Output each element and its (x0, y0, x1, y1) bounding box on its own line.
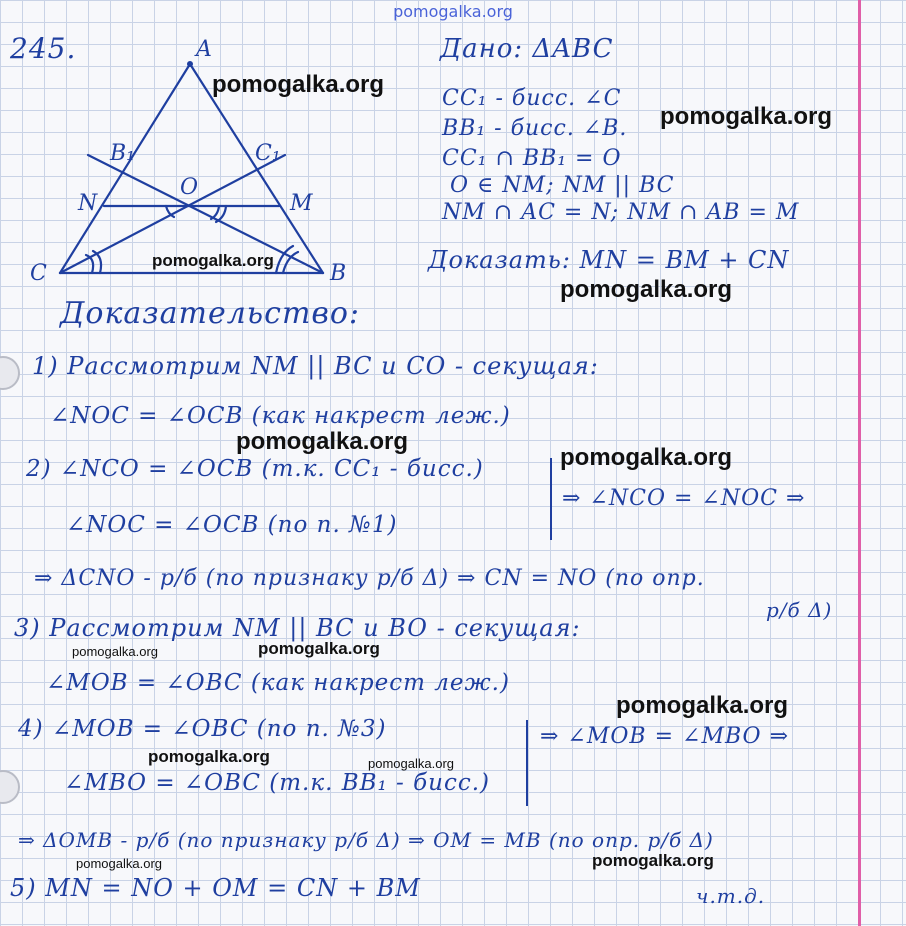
proof-step: 1) Рассмотрим NM || BC и CO - секущая: (32, 352, 599, 380)
proof-step: ⇒ ΔOMB - р/б (по признаку р/б Δ) ⇒ OM = MB (по опр. р/б Δ) (18, 828, 714, 852)
given-line: NM ∩ AC = N; NM ∩ AB = M (442, 200, 800, 225)
given-line: CC₁ ∩ BB₁ = O (442, 146, 622, 171)
proof-step: ⇒ ∠MOB = ∠MBO ⇒ (540, 724, 790, 749)
watermark: pomogalka.org (560, 276, 733, 303)
proof-step: ∠NOC = ∠OCB (как накрест леж.) (50, 403, 511, 429)
proof-step: р/б Δ) (766, 598, 833, 622)
proof-title: Доказательство: (60, 296, 361, 331)
watermark: pomogalka.org (236, 428, 409, 455)
brace-line (526, 720, 528, 806)
label-b: B (330, 261, 347, 286)
point-a (187, 61, 193, 67)
proof-step: ⇒ ∠NCO = ∠NOC ⇒ (562, 486, 806, 511)
problem-number: 245. (10, 32, 77, 65)
given-line: CC₁ - бисс. ∠C (442, 86, 622, 111)
label-n: N (78, 191, 98, 216)
given-line: O ∈ NM; NM || BC (450, 173, 675, 198)
proof-step: 3) Рассмотрим NM || BC и BO - секущая: (14, 614, 581, 642)
given-line: BB₁ - бисс. ∠B. (442, 116, 628, 141)
watermark: pomogalka.org (560, 444, 733, 471)
label-a: A (196, 37, 212, 62)
watermark: pomogalka.org (616, 692, 789, 719)
label-b1: B₁ (110, 141, 135, 166)
proof-step: 4) ∠MOB = ∠OBC (по п. №3) (18, 716, 387, 742)
binder-hole (0, 356, 20, 390)
proof-step: ∠MBO = ∠OBC (т.к. BB₁ - бисс.) (64, 770, 491, 796)
proof-step: 2) ∠NCO = ∠OCB (т.к. CC₁ - бисс.) (26, 456, 484, 482)
angle-mark-o (211, 206, 219, 219)
watermark: pomogalka.org (212, 71, 385, 98)
watermark: pomogalka.org (258, 639, 380, 658)
proof-step: 5) MN = NO + OM = CN + BM (10, 874, 421, 902)
brace-line (550, 458, 552, 540)
site-header: pomogalka.org (393, 2, 513, 21)
proof-step: ⇒ ΔCNO - р/б (по признаку р/б Δ) ⇒ CN = NO (по опр. (34, 566, 705, 591)
watermark: pomogalka.org (660, 103, 833, 130)
proof-step: ∠NOC = ∠OCB (по п. №1) (66, 512, 398, 538)
watermark: pomogalka.org (368, 756, 454, 771)
label-o: O (180, 175, 199, 200)
binder-hole (0, 770, 20, 804)
watermark: pomogalka.org (148, 747, 270, 766)
given-title: Дано: ΔABC (440, 34, 614, 64)
label-c: C (30, 261, 47, 286)
side-ac (60, 64, 190, 273)
qed: ч.т.д. (696, 884, 766, 908)
watermark: pomogalka.org (76, 856, 162, 871)
label-c1: C₁ (255, 141, 281, 166)
margin-line (858, 0, 861, 926)
watermark: pomogalka.org (592, 851, 714, 870)
label-m: M (290, 191, 313, 216)
prove-statement: Доказать: MN = BM + CN (428, 246, 790, 274)
watermark: pomogalka.org (72, 644, 158, 659)
angle-mark-o (166, 206, 174, 217)
watermark: pomogalka.org (152, 251, 274, 270)
proof-step: ∠MOB = ∠OBC (как накрест леж.) (46, 670, 510, 696)
